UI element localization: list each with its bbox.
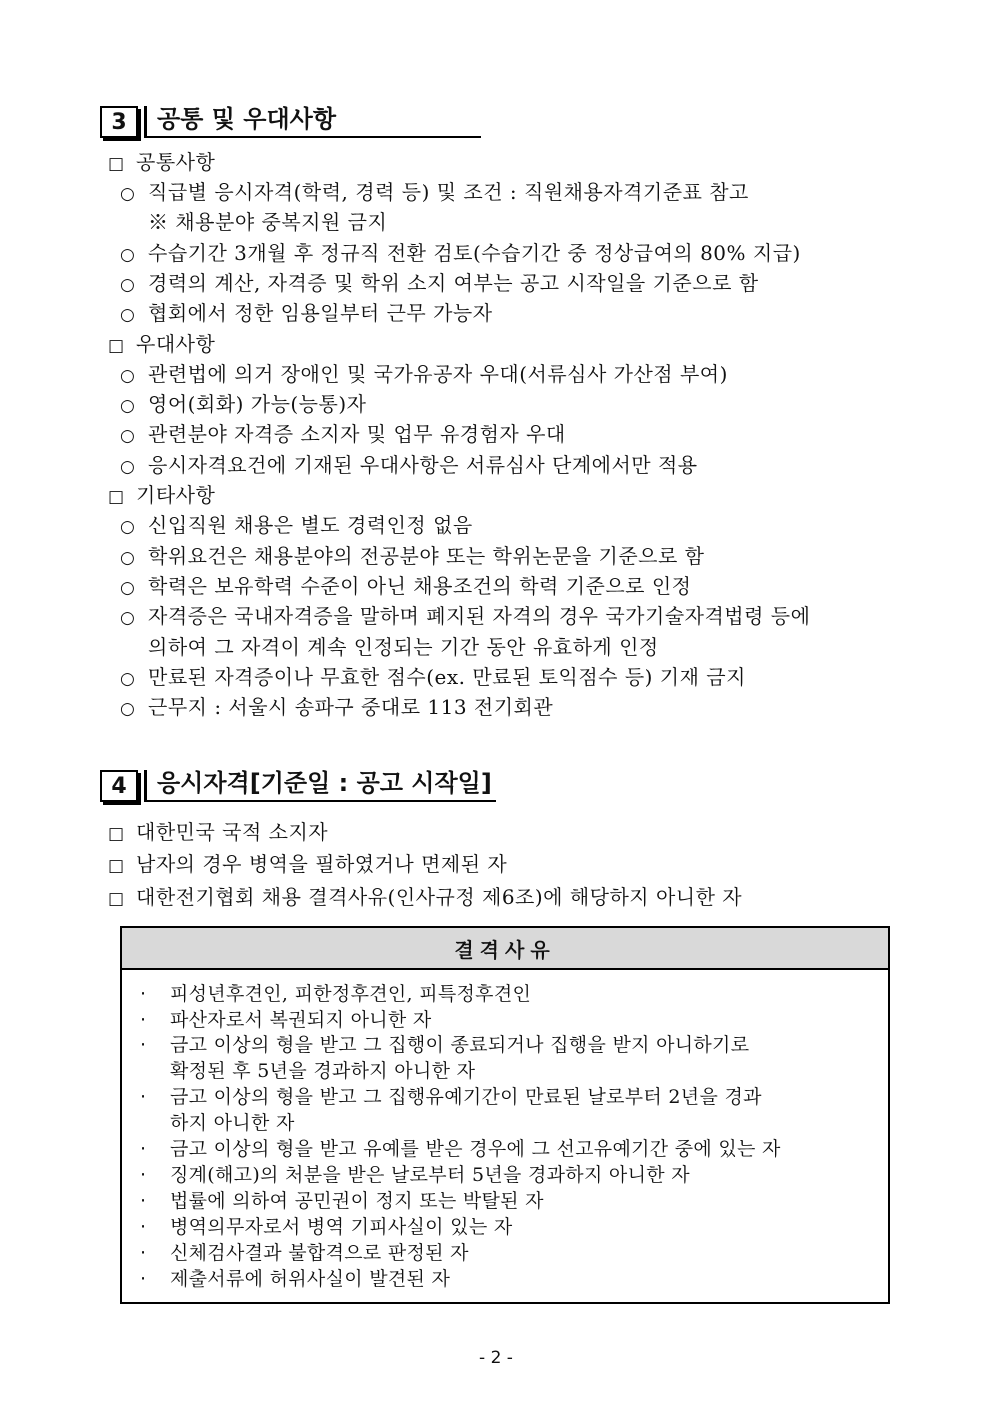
disqualification-box-title: 결격사유 — [122, 928, 888, 970]
square-bullet: □ — [108, 336, 125, 356]
disqualification-item-continuation: 확정된 후 5년을 경과하지 아니한 자 — [170, 1060, 476, 1082]
section-4-title: 응시자격[기준일 : 공고 시작일] — [147, 768, 496, 802]
disqualification-item: · 금고 이상의 형을 받고 그 집행이 종료되거나 집행을 받지 아니하기로 — [140, 1034, 750, 1056]
circle-bullet: ○ — [120, 184, 136, 204]
square-bullet: □ — [108, 889, 125, 909]
circle-bullet: ○ — [120, 608, 136, 628]
group-heading-common: □ 공통사항 — [108, 149, 215, 177]
list-item: ○ 수습기간 3개월 후 정규직 전환 검토(수습기간 중 정상급여의 80% 지급) — [120, 240, 801, 268]
list-item: ○ 경력의 계산, 자격증 및 학위 소지 여부는 공고 시작일을 기준으로 함 — [120, 270, 759, 298]
eligibility-item: □ 남자의 경우 병역을 필하였거나 면제된 자 — [108, 851, 507, 879]
list-item: ○ 신입직원 채용은 별도 경력인정 없음 — [120, 512, 473, 540]
section-4-number: 4 — [100, 770, 138, 802]
disqualification-item: · 피성년후견인, 피한정후견인, 피특정후견인 — [140, 983, 532, 1005]
square-bullet: □ — [108, 856, 125, 876]
dot-bullet: · — [140, 1086, 147, 1108]
list-item: ○ 자격증은 국내자격증을 말하며 폐지된 자격의 경우 국가기술자격법령 등에 — [120, 603, 810, 631]
disqualification-box — [120, 926, 890, 1304]
eligibility-item: □ 대한전기협회 채용 결격사유(인사규정 제6조)에 해당하지 아니한 자 — [108, 884, 742, 912]
square-bullet: □ — [108, 154, 125, 174]
dot-bullet: · — [140, 1268, 147, 1290]
disqualification-item: · 금고 이상의 형을 받고 그 집행유예기간이 만료된 날로부터 2년을 경과 — [140, 1086, 762, 1108]
circle-bullet: ○ — [120, 578, 136, 598]
list-item: ○ 영어(회화) 가능(능통)자 — [120, 391, 366, 419]
dot-bullet: · — [140, 1216, 147, 1238]
circle-bullet: ○ — [120, 366, 136, 386]
disqualification-item-continuation: 하지 아니한 자 — [170, 1112, 295, 1134]
section-3-header — [100, 104, 481, 138]
section-3-title: 공통 및 우대사항 — [147, 104, 481, 138]
disqualification-item: · 파산자로서 복권되지 아니한 자 — [140, 1009, 432, 1031]
circle-bullet: ○ — [120, 426, 136, 446]
list-item: ○ 학력은 보유학력 수준이 아닌 채용조건의 학력 기준으로 인정 — [120, 573, 692, 601]
disqualification-item: · 법률에 의하여 공민권이 정지 또는 박탈된 자 — [140, 1190, 544, 1212]
dot-bullet: · — [140, 1164, 147, 1186]
list-item-continuation: 의하여 그 자격이 계속 인정되는 기간 동안 유효하게 인정 — [148, 635, 659, 659]
section-4-header — [100, 768, 496, 802]
list-item-note: ※ 채용분야 중복지원 금지 — [148, 210, 388, 234]
page-number: - 2 - — [479, 1348, 513, 1368]
dot-bullet: · — [140, 1190, 147, 1212]
list-item: ○ 협회에서 정한 임용일부터 근무 가능자 — [120, 300, 493, 328]
dot-bullet: · — [140, 1138, 147, 1160]
section-3-number: 3 — [100, 106, 138, 138]
circle-bullet: ○ — [120, 457, 136, 477]
dot-bullet: · — [140, 1009, 147, 1031]
circle-bullet: ○ — [120, 275, 136, 295]
list-item: ○ 관련법에 의거 장애인 및 국가유공자 우대(서류심사 가산점 부여) — [120, 361, 728, 389]
circle-bullet: ○ — [120, 305, 136, 325]
group-heading-preference: □ 우대사항 — [108, 331, 215, 359]
list-item: ○ 학위요건은 채용분야의 전공분야 또는 학위논문을 기준으로 함 — [120, 543, 704, 571]
group-heading-other: □ 기타사항 — [108, 482, 215, 510]
dot-bullet: · — [140, 983, 147, 1005]
square-bullet: □ — [108, 824, 125, 844]
square-bullet: □ — [108, 487, 125, 507]
circle-bullet: ○ — [120, 245, 136, 265]
disqualification-item: · 병역의무자로서 병역 기피사실이 있는 자 — [140, 1216, 513, 1238]
list-item: ○ 관련분야 자격증 소지자 및 업무 유경험자 우대 — [120, 421, 566, 449]
list-item: ○ 만료된 자격증이나 무효한 점수(ex. 만료된 토익점수 등) 기재 금지 — [120, 664, 746, 692]
dot-bullet: · — [140, 1242, 147, 1264]
disqualification-item: · 징계(해고)의 처분을 받은 날로부터 5년을 경과하지 아니한 자 — [140, 1164, 690, 1186]
list-item: ○ 직급별 응시자격(학력, 경력 등) 및 조건 : 직원채용자격기준표 참고 — [120, 179, 749, 207]
circle-bullet: ○ — [120, 699, 136, 719]
eligibility-item: □ 대한민국 국적 소지자 — [108, 819, 328, 847]
circle-bullet: ○ — [120, 548, 136, 568]
list-item: ○ 근무지 : 서울시 송파구 중대로 113 전기회관 — [120, 694, 553, 722]
circle-bullet: ○ — [120, 517, 136, 537]
disqualification-item: · 신체검사결과 불합격으로 판정된 자 — [140, 1242, 469, 1264]
circle-bullet: ○ — [120, 396, 136, 416]
list-item: ○ 응시자격요건에 기재된 우대사항은 서류심사 단계에서만 적용 — [120, 452, 698, 480]
disqualification-item: · 제출서류에 허위사실이 발견된 자 — [140, 1268, 451, 1290]
disqualification-item: · 금고 이상의 형을 받고 유예를 받은 경우에 그 선고유예기간 중에 있는 자 — [140, 1138, 781, 1160]
dot-bullet: · — [140, 1034, 147, 1056]
circle-bullet: ○ — [120, 669, 136, 689]
